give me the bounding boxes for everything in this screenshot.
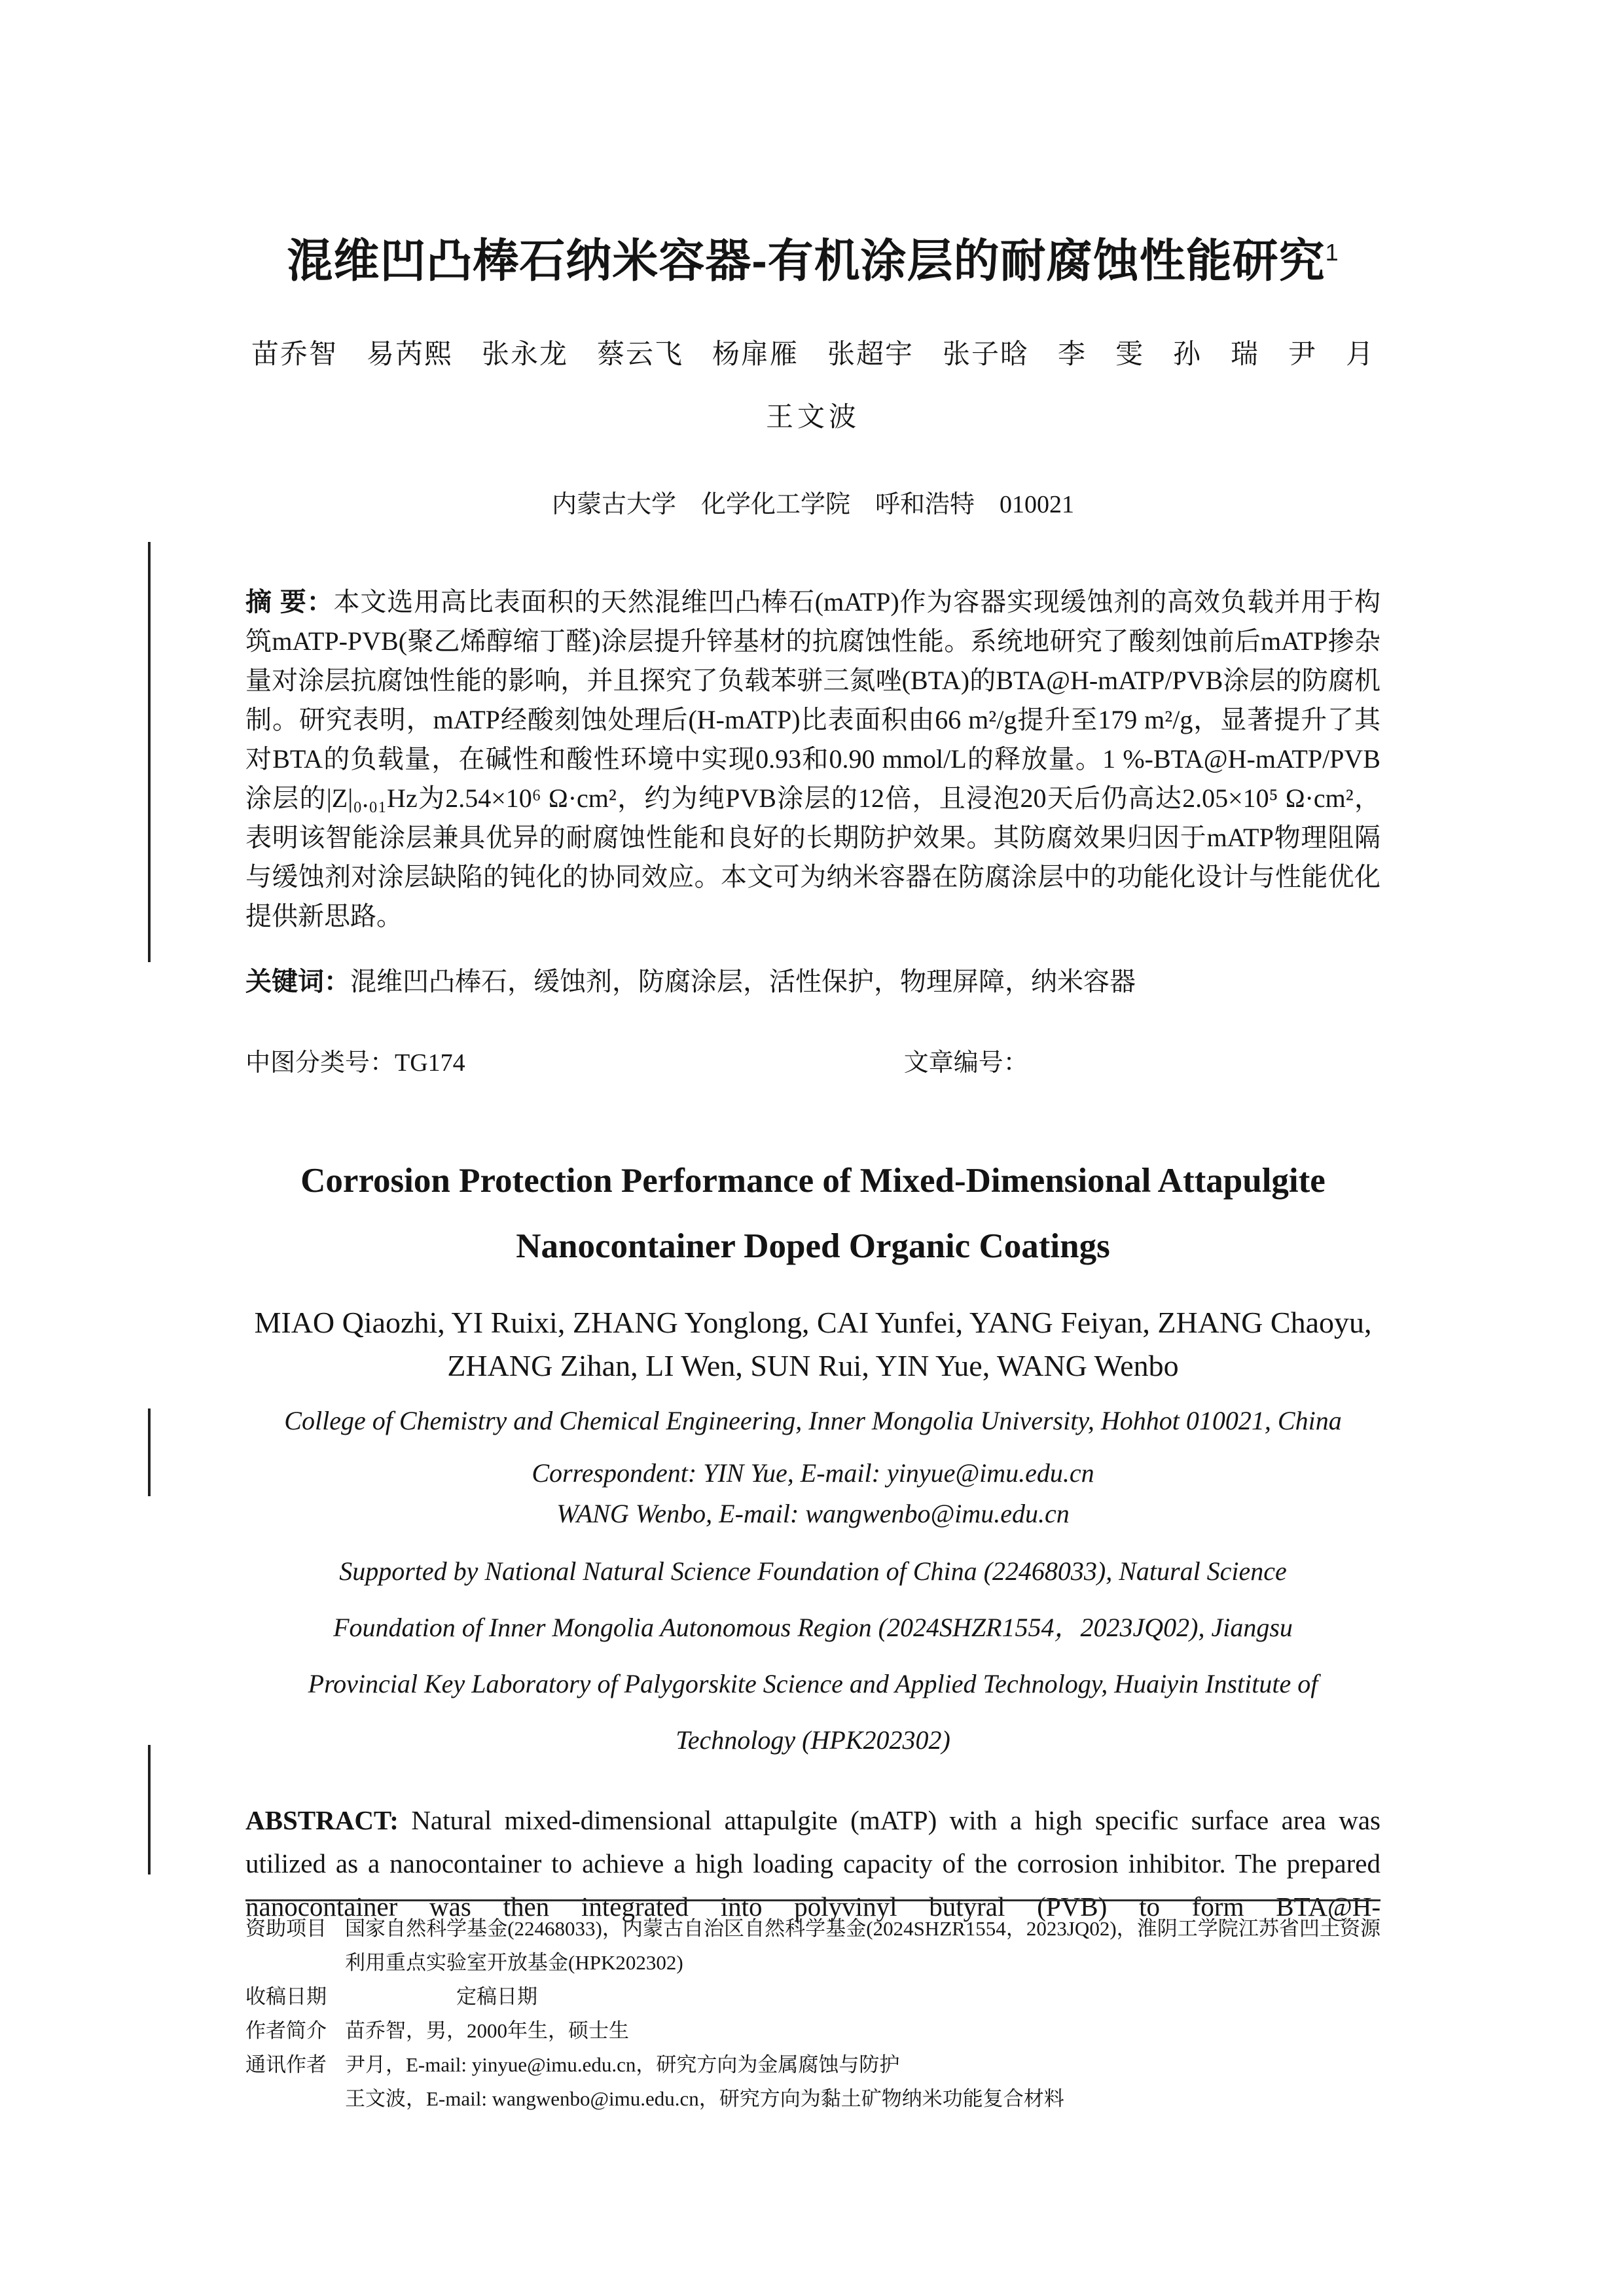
cn-abstract-label: 摘 要： bbox=[245, 588, 334, 617]
footnote-bio-label: 作者简介 bbox=[245, 2019, 327, 2042]
cn-affiliation: 内蒙古大学 化学化工学院 呼和浩特 010021 bbox=[551, 491, 1074, 519]
footnote-correspondent-label: 通讯作者 bbox=[245, 2053, 327, 2076]
cn-keywords bbox=[245, 962, 1380, 1001]
footnote-area bbox=[245, 1899, 1380, 2116]
cn-keywords-label: 关键词： bbox=[245, 967, 350, 997]
supported-by: Supported by National Natural Science Foundation of China (22468033), Natural Science Foundation of Inner Mongolia Autonomous Region (2024SHZR1554，2023JQ02), Jiangsu Provincial Key Laboratory of Palygorskite Science and Applied Technology, Huaiyin Institute of Technology (HPK202302) bbox=[308, 1556, 1318, 1755]
cn-abstract bbox=[245, 583, 1380, 936]
footnote-funding-text: 国家自然科学基金(22468033)，内蒙古自治区自然科学基金(2024SHZR1554，2023JQ02)，淮阴工学院江苏省凹土资源利用重点实验室开放基金(HPK202302) bbox=[345, 1917, 1380, 1974]
article-no-label: 文章编号： bbox=[903, 1049, 1028, 1077]
footnote-dates bbox=[245, 1980, 1380, 2014]
correspondent-line1: Correspondent: YIN Yue, E-mail: yinyue@imu.edu.cn bbox=[532, 1458, 1094, 1488]
clc-label: 中图分类号： bbox=[245, 1049, 395, 1077]
footnote-accepted-label: 定稿日期 bbox=[456, 1985, 537, 2008]
en-abstract-text: Natural mixed-dimensional attapulgite (mATP) with a high specific surface area was utilized as a nanocontainer to achieve a high loading capacity of the corrosion inhibitor. The prepared nanocontainer was then integrated into polyvinyl butyral (PVB) to form BTA@H- bbox=[245, 1805, 1380, 1922]
en-affiliation: College of Chemistry and Chemical Engineering, Inner Mongolia University, Hohhot 010021, China bbox=[284, 1406, 1342, 1436]
clc-value: TG174 bbox=[395, 1049, 465, 1077]
cn-authors-line2: 王文波 bbox=[765, 403, 860, 433]
cn-title-text: 混维凹凸棒石纳米容器-有机涂层的耐腐蚀性能研究 bbox=[287, 235, 1326, 287]
revision-bar-abstract bbox=[148, 542, 151, 962]
correspondent-line2: WANG Wenbo, E-mail: wangwenbo@imu.edu.cn bbox=[556, 1499, 1070, 1529]
footnote-correspondent-1 bbox=[245, 2048, 1380, 2082]
revision-bar-en-abstract bbox=[148, 1745, 151, 1874]
footnote-correspondent-text1: 尹月，E-mail: yinyue@imu.edu.cn，研究方向为金属腐蚀与防护 bbox=[345, 2053, 900, 2076]
footnote-funding bbox=[245, 1912, 1380, 1980]
footnote-bio-text: 苗乔智，男，2000年生，硕士生 bbox=[345, 2019, 629, 2042]
cn-authors-line1: 苗乔智 易芮熙 张永龙 蔡云飞 杨扉雁 张超宇 张子晗 李 雯 孙 瑞 尹 月 bbox=[251, 340, 1375, 370]
cn-abstract-text: 本文选用高比表面积的天然混维凹凸棒石(mATP)作为容器实现缓蚀剂的高效负载并用于构筑mATP-PVB(聚乙烯醇缩丁醛)涂层提升锌基材的抗腐蚀性能。系统地研究了酸刻蚀前后mATP掺杂量对涂层抗腐蚀性能的影响，并且探究了负载苯骈三氮唑(BTA)的BTA@H-mATP/PVB涂层的防腐机制。研究表明，mATP经酸刻蚀处理后(H-mATP)比表面积由66 m²/g提升至179 m²/g，显著提升了其对BTA的负载量，在碱性和酸性环境中实现0.93和0.90 mmol/L的释放量。1 %-BTA@H-mATP/PVB涂层的|Z|₀.₀₁Hz为2.54×10⁶ Ω·cm²，约为纯PVB涂层的12倍，且浸泡20天后仍高达2.05×10⁵ Ω·cm²，表明该智能涂层兼具优异的耐腐蚀性能和良好的长期防护效果。其防腐效果归因于mATP物理阻隔与缓蚀剂对涂层缺陷的钝化的协同效应。本文可为纳米容器在防腐涂层中的功能化设计与性能优化提供新思路。 bbox=[245, 587, 1380, 931]
en-title-line2: Nanocontainer Doped Organic Coatings bbox=[516, 1227, 1110, 1266]
cn-title bbox=[245, 223, 1380, 291]
clc-row bbox=[245, 1046, 1380, 1080]
en-title-line1: Corrosion Protection Performance of Mixed-Dimensional Attapulgite bbox=[300, 1162, 1326, 1200]
title-footnote-mark: 1 bbox=[1325, 239, 1339, 266]
revision-bar-correspondent bbox=[148, 1408, 151, 1496]
correspondent-block bbox=[245, 1453, 1380, 1534]
en-authors: MIAO Qiaozhi, YI Ruixi, ZHANG Yonglong, CAI Yunfei, YANG Feiyan, ZHANG Chaoyu, ZHANG Zihan, LI Wen, SUN Rui, YIN Yue, WANG Wenbo bbox=[254, 1306, 1372, 1383]
en-title bbox=[245, 1148, 1380, 1279]
en-abstract-label: ABSTRACT: bbox=[245, 1805, 399, 1836]
footnote-received-label: 收稿日期 bbox=[245, 1985, 327, 2008]
cn-keywords-text: 混维凹凸棒石，缓蚀剂，防腐涂层，活性保护，物理屏障，纳米容器 bbox=[350, 967, 1136, 997]
footnote-funding-label: 资助项目 bbox=[245, 1917, 327, 1940]
footnote-correspondent-text2: 王文波，E-mail: wangwenbo@imu.edu.cn，研究方向为黏土矿物纳米功能复合材料 bbox=[345, 2087, 1064, 2110]
footnote-bio bbox=[245, 2014, 1380, 2048]
clc-number bbox=[245, 1046, 904, 1080]
footnote-correspondent-2 bbox=[245, 2082, 1380, 2116]
